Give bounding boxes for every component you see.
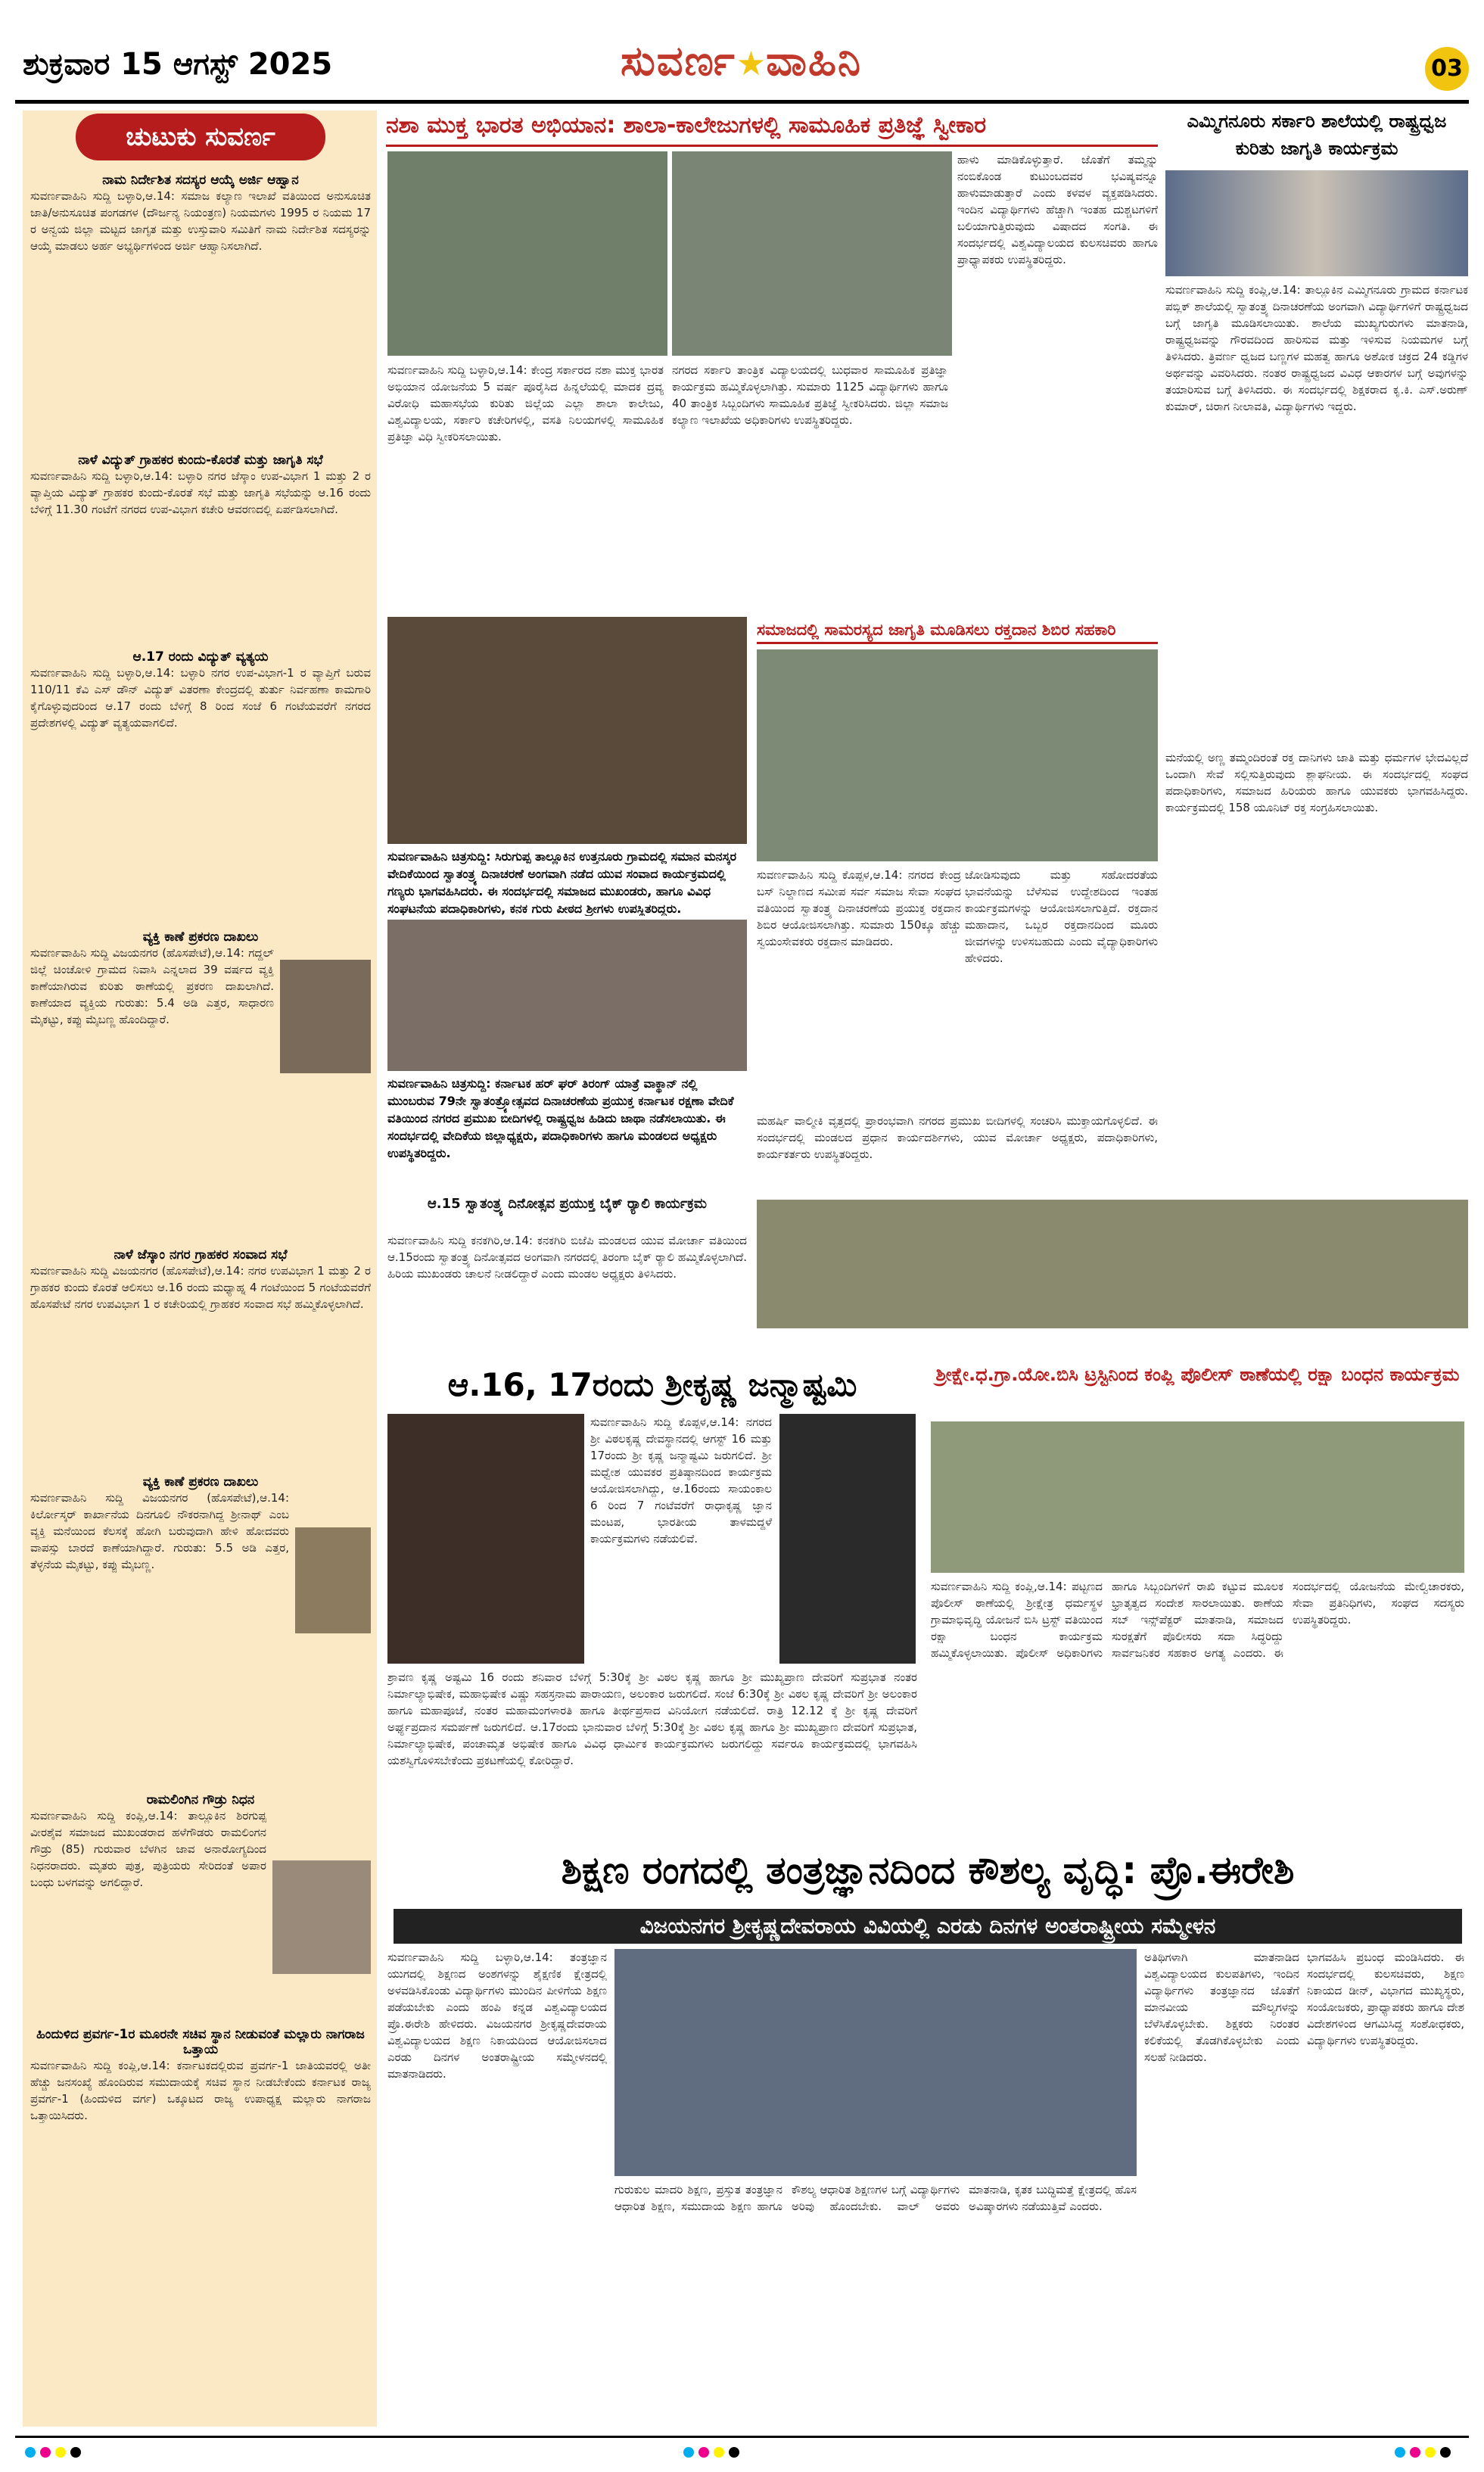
left-story: [30, 649, 371, 929]
black-dot-icon: [1440, 2447, 1451, 2458]
top-story-body: ನಗರದ ಸರ್ಕಾರಿ ತಾಂತ್ರಿಕ ವಿದ್ಯಾಲಯದಲ್ಲಿ ಬುಧವಾರ ಸಾಮೂಹಿಕ ಪ್ರತಿಜ್ಞಾ ಕಾರ್ಯಕ್ರಮ ಹಮ್ಮಿಕೊಳ್ಳಲಾಗಿತ್ತು. ಸುಮಾರು 1125 ವಿದ್ಯಾರ್ಥಿಗಳು ಹಾಗೂ 40 ತಾಂತ್ರಿಕ ಸಿಬ್ಬಂದಿಗಳು ಸಾಮೂಹಿಕ ಪ್ರತಿಜ್ಞೆ ಸ್ವೀಕರಿಸಿದರು. ಜಿಲ್ಲಾ ಸಮಾಜ ಕಲ್ಯಾಣ ಇಲಾಖೆಯ ಅಧಿಕಾರಿಗಳು ಉಪಸ್ಥಿತರಿದ್ದರು.: [672, 363, 948, 427]
krishna-photo-1: [387, 1414, 584, 1664]
krishna-body: ಸುವರ್ಣವಾಹಿನಿ ಸುದ್ದಿ ಕೊಪ್ಪಳ,ಆ.14: ನಗರದ ಶ್ರೀ ವಿಠಲಕೃಷ್ಣ ದೇವಸ್ಥಾನದಲ್ಲಿ ಆಗಸ್ಟ್ 16 ಮತ್ತು 17ರಂದು ಶ್ರೀ ಕೃಷ್ಣ ಜನ್ಮಾಷ್ಟಮಿ ಜರುಗಲಿದೆ. ಶ್ರೀ ಮಧ್ವೇಶ ಯುವಕರ ಪ್ರತಿಷ್ಠಾನದಿಂದ ಕಾರ್ಯಕ್ರಮ ಆಯೋಜಿಸಲಾಗಿದ್ದು, ಆ.16ರಂದು ಸಾಯಂಕಾಲ 6 ರಿಂದ 7 ಗಂಟೆವರೆಗೆ ರಾಧಾಕೃಷ್ಣ ಜ್ಞಾನ ಮಂಟಪ, ಭಾರತೀಯ ತಾಳಮದ್ದಳೆ ಕಾರ್ಯಕ್ರಮಗಳು ನಡೆಯಲಿವೆ.: [590, 1415, 772, 1546]
left-story-heading: ವ್ಯಕ್ತಿ ಕಾಣೆ ಪ್ರಕರಣ ದಾಖಲು: [142, 929, 259, 945]
bike-rally-body: ಸುವರ್ಣವಾಹಿನಿ ಸುದ್ದಿ ಕನಕಗಿರಿ,ಆ.14: ಕನಕಗಿರಿ ಬಿಜೆಪಿ ಮಂಡಲದ ಯುವ ಮೋರ್ಚಾ ವತಿಯಿಂದ ಆ.15ರಂದು ಸ್ವಾತಂತ್ರ್ಯ ದಿನೋತ್ಸವದ ಅಂಗವಾಗಿ ನಗರದಲ್ಲಿ ತಿರಂಗಾ ಬೈಕ್ ರ‍್ಯಾಲಿ ಹಮ್ಮಿಕೊಳ್ಳಲಾಗಿದೆ. ಹಿರಿಯ ಮುಖಂಡರು ಚಾಲನೆ ನೀಡಲಿದ್ದಾರೆ ಎಂದು ಮಂಡಲ ಅಧ್ಯಕ್ಷರು ತಿಳಿಸಿದರು.: [387, 1234, 747, 1281]
left-story: [30, 1792, 371, 2027]
education-subhead: ವಿಜಯನಗರ ಶ್ರೀಕೃಷ್ಣದೇವರಾಯ ವಿವಿಯಲ್ಲಿ ಎರಡು ದಿನಗಳ ಅಂತರಾಷ್ಟ್ರೀಯ ಸಮ್ಮೇಳನ: [394, 1909, 1462, 1944]
footer-divider: [15, 2436, 1469, 2438]
blood-body: ಮನೆಯಲ್ಲಿ ಅಣ್ಣ ತಮ್ಮಂದಿರಂತೆ ರಕ್ತ ದಾನಿಗಳು ಜಾತಿ ಮತ್ತು ಧರ್ಮಗಳ ಭೇದವಿಲ್ಲದೆ ಒಂದಾಗಿ ಸೇವೆ ಸಲ್ಲಿಸುತ್ತಿರುವುದು ಶ್ಲಾಘನೀಯ. ಈ ಸಂದರ್ಭದಲ್ಲಿ ಸಂಘದ ಪದಾಧಿಕಾರಿಗಳು, ಸಮಾಜದ ಹಿರಿಯರು ಹಾಗೂ ಯುವಕರು ಭಾಗವಹಿಸಿದ್ದರು. ಕಾರ್ಯಕ್ರಮದಲ್ಲಿ 158 ಯೂನಿಟ್ ರಕ್ತ ಸಂಗ್ರಹಿಸಲಾಯಿತು.: [1165, 751, 1468, 814]
left-column-title: ಚುಟುಕು ಸುವರ್ಣ: [76, 114, 325, 160]
left-story-heading: ಹಿಂದುಳಿದ ಪ್ರವರ್ಗ-1ರ ಮೂರನೇ ಸಚಿವ ಸ್ಥಾನ ನೀಡುವಂತೆ ಮಲ್ಲಾರು ನಾಗರಾಜ ಒತ್ತಾಯ: [36, 2027, 365, 2057]
left-story-heading: ನಾಳೆ ವಿದ್ಯುತ್ ಗ್ರಾಹಕರ ಕುಂದು-ಕೊರತೆ ಮತ್ತು ಜಾಗೃತಿ ಸಭೆ: [78, 453, 323, 468]
left-story-body: ಸುವರ್ಣವಾಹಿನಿ ಸುದ್ದಿ ಕಂಪ್ಲಿ,ಆ.14: ಕರ್ನಾಟಕದಲ್ಲಿರುವ ಪ್ರವರ್ಗ-1 ಜಾತಿಯವರಲ್ಲಿ ಅತೀ ಹೆಚ್ಚು ಜನಸಂಖ್ಯೆ ಹೊಂದಿರುವ ಸಮುದಾಯಕ್ಕೆ ಸಚಿವ ಸ್ಥಾನ ನೀಡಬೇಕೆಂದು ಕರ್ನಾಟಕ ರಾಜ್ಯ ಪ್ರವರ್ಗ-1 (ಹಿಂದುಳಿದ ವರ್ಗ) ಒಕ್ಕೂಟದ ರಾಜ್ಯ ಉಪಾಧ್ಯಕ್ಷ ಮಲ್ಲಾರು ನಾಗರಾಜ ಒತ್ತಾಯಿಸಿದರು.: [30, 2059, 371, 2122]
education-headline: ಶಿಕ್ಷಣ ರಂಗದಲ್ಲಿ ತಂತ್ರಜ್ಞಾನದಿಂದ ಕೌಶಲ್ಯ ವೃದ್ಧಿ: ಪ್ರೊ.ಈರೇಶಿ: [561, 1848, 1295, 1892]
top-story-body: ಸುವರ್ಣವಾಹಿನಿ ಸುದ್ದಿ ಬಳ್ಳಾರಿ,ಆ.14: ಕೇಂದ್ರ ಸರ್ಕಾರದ ನಶಾ ಮುಕ್ತ ಭಾರತ ಅಭಿಯಾನ ಯೋಜನೆಯ 5 ವರ್ಷ ಪೂರೈಸಿದ ಹಿನ್ನಲೆಯಲ್ಲಿ ಮಾದಕ ದ್ರವ್ಯ ವಿರೋಧಿ ಮಹಾಸಭೆಯ ಕುರಿತು ಜಿಲ್ಲೆಯ ಎಲ್ಲಾ ಶಾಲಾ ಕಾಲೇಜು, ವಿಶ್ವವಿದ್ಯಾಲಯ, ಸರ್ಕಾರಿ ಕಚೇರಿಗಳಲ್ಲಿ, ವಸತಿ ನಿಲಯಗಳಲ್ಲಿ ಸಾಮೂಹಿಕ ಪ್ರತಿಜ್ಞಾ ವಿಧಿ ಸ್ವೀಕರಿಸಲಾಯಿತು.: [387, 363, 664, 444]
krishna-headline: ಆ.16, 17ರಂದು ಶ್ರೀಕೃಷ್ಣ ಜನ್ಮಾಷ್ಟಮಿ: [447, 1366, 857, 1403]
left-story-heading: ಆ.17 ರಂದು ವಿದ್ಯುತ್ ವ್ಯತ್ಯಯ: [132, 649, 269, 665]
left-story-body: ಸುವರ್ಣವಾಹಿನಿ ಸುದ್ದಿ ವಿಜಯನಗರ (ಹೊಸಪೇಟೆ),ಆ.14: ಗದ್ದಲ್ ಜಿಲ್ಲೆ ಚಿಂಚೋಳಿ ಗ್ರಾಮದ ನಿವಾಸಿ ಎನ್ನಲಾದ 39 ವರ್ಷದ ವ್ಯಕ್ತಿ ಕಾಣೆಯಾಗಿರುವ ಕುರಿತು ಠಾಣೆಯಲ್ಲಿ ಪ್ರಕರಣ ದಾಖಲಾಗಿದೆ. ಕಾಣೆಯಾದ ವ್ಯಕ್ತಿಯ ಗುರುತು: 5.4 ಅಡಿ ಎತ್ತರ, ಸಾಧಾರಣ ಮೈಕಟ್ಟು, ಕಪ್ಪು ಮೈಬಣ್ಣ ಹೊಂದಿದ್ದಾರೆ.: [30, 946, 274, 1026]
emmiganuru-body: ಸುವರ್ಣವಾಹಿನಿ ಸುದ್ದಿ ಕಂಪ್ಲಿ,ಆ.14: ತಾಲ್ಲೂಕಿನ ಎಮ್ಮಿಗನೂರು ಗ್ರಾಮದ ಕರ್ನಾಟಕ ಪಬ್ಲಿಕ್ ಶಾಲೆಯಲ್ಲಿ ಸ್ವಾತಂತ್ರ್ಯ ದಿನಾಚರಣೆಯ ಅಂಗವಾಗಿ ವಿದ್ಯಾರ್ಥಿಗಳಿಗೆ ರಾಷ್ಟ್ರಧ್ವಜದ ಬಗ್ಗೆ ಜಾಗೃತಿ ಮೂಡಿಸಲಾಯಿತು. ಶಾಲೆಯ ಮುಖ್ಯಗುರುಗಳು ಮಾತನಾಡಿ, ರಾಷ್ಟ್ರಧ್ವಜವನ್ನು ಗೌರವದಿಂದ ಹಾರಿಸುವ ಮತ್ತು ಇಳಿಸುವ ನಿಯಮಗಳ ಬಗ್ಗೆ ತಿಳಿಸಿದರು. ತ್ರಿವರ್ಣ ಧ್ವಜದ ಬಣ್ಣಗಳ ಮಹತ್ವ ಹಾಗೂ ಅಶೋಕ ಚಕ್ರದ 24 ಕಡ್ಡಿಗಳ ಅರ್ಥವನ್ನು ವಿವರಿಸಿದರು. ನಂತರ ರಾಷ್ಟ್ರಧ್ವಜದ ವಿವಿಧ ಆಕಾರಗಳ ಬಗ್ಗೆ ಅವುಗಳನ್ನು ತಯಾರಿಸುವ ಬಗ್ಗೆ ತಿಳಿಸಿದರು. ಈ ಸಂದರ್ಭದಲ್ಲಿ ಶಿಕ್ಷಕರಾದ ಕೃ.ಕಿ. ಎಸ್.ಅರುಣ್ ಕುಮಾರ್, ಚಿರಾಗ ನೀಲಾವತಿ, ವಿದ್ಯಾರ್ಥಿಗಳು ಇದ್ದರು.: [1165, 283, 1468, 413]
bike-rally-headline: ಆ.15 ಸ್ವಾತಂತ್ರ್ಯ ದಿನೋತ್ಸವ ಪ್ರಯುಕ್ತ ಬೈಕ್ ರ‍್ಯಾಲಿ ಕಾರ್ಯಕ್ರಮ: [427, 1196, 708, 1212]
left-column-stories: [30, 173, 371, 2421]
blood-body: ಜೋಡಿಸುವುದು ಮತ್ತು ಸಹೋದರತೆಯ ಭಾವನೆಯನ್ನು ಬೆಳೆಸುವ ಉದ್ದೇಶದಿಂದ ಇಂತಹ ಕಾರ್ಯಕ್ರಮಗಳನ್ನು ಆಯೋಜಿಸಲಾಗುತ್ತಿದೆ. ರಕ್ತದಾನ ಮಹಾದಾನ, ಒಬ್ಬರ ರಕ್ತದಾನದಿಂದ ಮೂರು ಜೀವಗಳನ್ನು ಉಳಿಸಬಹುದು ಎಂದು ವೈದ್ಯಾಧಿಕಾರಿಗಳು ಹೇಳಿದರು.: [965, 868, 1158, 965]
cyan-dot-icon: [683, 2447, 694, 2458]
education-headline-box: [387, 1838, 1468, 1906]
education-body: ಭಾಗವಹಿಸಿ ಪ್ರಬಂಧ ಮಂಡಿಸಿದರು. ಈ ಸಂದರ್ಭದಲ್ಲಿ ಕುಲಸಚಿವರು, ಶಿಕ್ಷಣ ನಿಕಾಯದ ಡೀನ್, ವಿಭಾಗದ ಮುಖ್ಯಸ್ಥರು, ಸಂಯೋಜಕರು, ಪ್ರಾಧ್ಯಾಪಕರು ಹಾಗೂ ದೇಶ ವಿದೇಶಗಳಿಂದ ಆಗಮಿಸಿದ್ದ ಸಂಶೋಧಕರು, ವಿದ್ಯಾರ್ಥಿಗಳು ಉಪಸ್ಥಿತರಿದ್ದರು.: [1307, 1951, 1464, 2047]
police-headline: ಶ್ರೀಕ್ಷೇ.ಧ.ಗ್ರಾ.ಯೋ.ಬಿಸಿ ಟ್ರಸ್ಟಿನಿಂದ ಕಂಪ್ಲಿ ಪೊಲೀಸ್ ಠಾಣೆಯಲ್ಲಿ ರಕ್ಷಾ ಬಂಧನ ಕಾರ್ಯಕ್ರಮ: [935, 1364, 1460, 1385]
left-story-body: ಸುವರ್ಣವಾಹಿನಿ ಸುದ್ದಿ ಬಳ್ಳಾರಿ,ಆ.14: ಬಳ್ಳಾರಿ ನಗರ ಉಪ-ವಿಭಾಗ-1 ರ ವ್ಯಾಪ್ತಿಗೆ ಬರುವ 110/11 ಕೆವಿ ಎಸ್ ಡೌನ್ ವಿದ್ಯುತ್ ವಿತರಣಾ ಕೇಂದ್ರದಲ್ಲಿ ತುರ್ತು ನಿರ್ವಹಣಾ ಕಾಮಗಾರಿ ಕೈಗೊಳ್ಳುವುದರಿಂದ ಆ.17 ರಂದು ಬೆಳಿಗ್ಗೆ 8 ರಿಂದ ಸಂಜೆ 6 ಗಂಟೆಯವರೆಗೆ ನಗರದ ಪ್ರದೇಶಗಳಲ್ಲಿ ವಿದ್ಯುತ್ ವ್ಯತ್ಯಯವಾಗಲಿದೆ.: [30, 666, 371, 730]
masthead-right: ವಾಹಿನಿ: [766, 36, 863, 85]
top-story-headline-box: [386, 107, 1158, 147]
left-story-body: ಸುವರ್ಣವಾಹಿನಿ ಸುದ್ದಿ ಬಳ್ಳಾರಿ,ಆ.14: ಸಮಾಜ ಕಲ್ಯಾಣ ಇಲಾಖೆ ವತಿಯಿಂದ ಅನುಸೂಚಿತ ಜಾತಿ/ಅನುಸೂಚಿತ ಪಂಗಡಗಳ (ದೌರ್ಜನ್ಯ ನಿಯಂತ್ರಣ) ನಿಯಮಗಳು 1995 ರ ನಿಯಮ 17 ರ ಅನ್ವಯ ಜಿಲ್ಲಾ ಮಟ್ಟದ ಜಾಗೃತ ಮತ್ತು ಉಸ್ತುವಾರಿ ಸಮಿತಿಗೆ ನಾಮ ನಿರ್ದೇಶಿತ ಸದಸ್ಯರನ್ನು ಆಯ್ಕೆ ಮಾಡಲು ಅರ್ಹ ಅಭ್ಯರ್ಥಿಗಳಿಂದ ಅರ್ಜಿ ಆಹ್ವಾನಿಸಲಾಗಿದೆ.: [30, 189, 371, 253]
left-story: [30, 1247, 371, 1474]
blood-body: ಸುವರ್ಣವಾಹಿನಿ ಸುದ್ದಿ ಕೊಪ್ಪಳ,ಆ.14: ನಗರದ ಕೇಂದ್ರ ಬಸ್ ನಿಲ್ದಾಣದ ಸಮೀಪ ಸರ್ವ ಸಮಾಜ ಸೇವಾ ಸಂಘದ ವತಿಯಿಂದ ಸ್ವಾತಂತ್ರ್ಯ ದಿನಾಚರಣೆಯ ಪ್ರಯುಕ್ತ ರಕ್ತದಾನ ಶಿಬಿರ ಆಯೋಜಿಸಲಾಗಿತ್ತು. ಸುಮಾರು 150ಕ್ಕೂ ಹೆಚ್ಚು ಸ್ವಯಂಸೇವಕರು ರಕ್ತದಾನ ಮಾಡಿದರು.: [757, 868, 961, 948]
police-body: ಸುವರ್ಣವಾಹಿನಿ ಸುದ್ದಿ ಕಂಪ್ಲಿ,ಆ.14: ಪಟ್ಟಣದ ಪೊಲೀಸ್ ಠಾಣೆಯಲ್ಲಿ ಶ್ರೀಕ್ಷೇತ್ರ ಧರ್ಮಸ್ಥಳ ಗ್ರಾಮಾಭಿವೃದ್ಧಿ ಯೋಜನೆ ಬಿಸಿ ಟ್ರಸ್ಟ್ ವತಿಯಿಂದ ರಕ್ಷಾ ಬಂಧನ ಕಾರ್ಯಕ್ರಮ ಹಮ್ಮಿಕೊಳ್ಳಲಾಯಿತು. ಪೊಲೀಸ್ ಅಧಿಕಾರಿಗಳು ಹಾಗೂ ಸಿಬ್ಬಂದಿಗಳಿಗೆ ರಾಖಿ ಕಟ್ಟುವ ಮೂಲಕ ಭ್ರಾತೃತ್ವದ ಸಂದೇಶ ಸಾರಲಾಯಿತು. ಠಾಣೆಯ ಸಬ್ ಇನ್ಸ್‌ಪೆಕ್ಟರ್ ಮಾತನಾಡಿ, ಸಮಾಜದ ಸುರಕ್ಷತೆಗೆ ಪೊಲೀಸರು ಸದಾ ಸಿದ್ಧರಿದ್ದು ಸಾರ್ವಜನಿಕರ ಸಹಕಾರ ಅಗತ್ಯ ಎಂದರು. ಈ ಸಂದರ್ಭದಲ್ಲಿ ಯೋಜನೆಯ ಮೇಲ್ವಿಚಾರಕರು, ಸೇವಾ ಪ್ರತಿನಿಧಿಗಳು, ಸಂಘದ ಸದಸ್ಯರು ಉಪಸ್ಥಿತರಿದ್ದರು.: [931, 1580, 1464, 1660]
magenta-dot-icon: [40, 2447, 51, 2458]
krishna-body-wide: ಶ್ರಾವಣ ಕೃಷ್ಣ ಅಷ್ಟಮಿ 16 ರಂದು ಶನಿವಾರ ಬೆಳಿಗ್ಗೆ 5:30ಕ್ಕೆ ಶ್ರೀ ವಿಠಲ ಕೃಷ್ಣ ಹಾಗೂ ಶ್ರೀ ಮುಖ್ಯಪ್ರಾಣ ದೇವರಿಗೆ ಸುಪ್ರಭಾತ ನಂತರ ನಿರ್ಮಾಲ್ಯಾಭಿಷೇಕ, ಮಹಾಭಿಷೇಕ ವಿಷ್ಣು ಸಹಸ್ರನಾಮ ಪಾರಾಯಣ, ಅಲಂಕಾರ ಜರುಗಲಿದೆ. ಸಂಜೆ 6:30ಕ್ಕೆ ಶ್ರೀ ವಿಠಲ ಕೃಷ್ಣ ದೇವರಿಗೆ ಶ್ರೀ ಅಲಂಕಾರ ಹಾಗೂ ಮಹಾಪೂಜೆ, ನಂತರ ಮಹಾಮಂಗಳಾರತಿ ಹಾಗೂ ತೀರ್ಥಪ್ರಸಾದ ವಿನಿಯೋಗ ನಡೆಯಲಿದೆ. ರಾತ್ರಿ 12.12 ಕ್ಕೆ ಶ್ರೀ ಕೃಷ್ಣ ದೇವರಿಗೆ ಅರ್ಘ್ಯಪ್ರದಾನ ಸಮರ್ಪಣೆ ಜರುಗಲಿದೆ. ಆ.17ರಂದು ಭಾನುವಾರ ಬೆಳಿಗ್ಗೆ 5:30ಕ್ಕೆ ಶ್ರೀ ವಿಠಲ ಕೃಷ್ಣ ಹಾಗೂ ಶ್ರೀ ಮುಖ್ಯಪ್ರಾಣ ದೇವರಿಗೆ ಸುಪ್ರಭಾತ, ನಿರ್ಮಾಲ್ಯಾಭಿಷೇಕ, ಪಂಚಾಮೃತ ಅಭಿಷೇಕ ಹಾಗೂ ವಿವಿಧ ಧಾರ್ಮಿಕ ಕಾರ್ಯಕ್ರಮಗಳು ಜರುಗಲಿದ್ದು ಸರ್ವರೂ ಕಾರ್ಯಕ್ರಮದಲ್ಲಿ ಭಾಗವಹಿಸಿ ಯಶಸ್ವಿಗೊಳಿಸಬೇಕೆಂದು ಪ್ರಕಟಣೆಯಲ್ಲಿ ಕೋರಿದ್ದಾರೆ.: [387, 1670, 917, 1767]
left-story-body: ಸುವರ್ಣವಾಹಿನಿ ಸುದ್ದಿ ವಿಜಯನಗರ (ಹೊಸಪೇಟೆ),ಆ.14: ಕಿರ್ಲೋಸ್ಕರ್ ಕಾರ್ಖಾನೆಯ ದಿನಗೂಲಿ ನೌಕರನಾಗಿದ್ದ ಶ್ರೀನಾಥ್ ಎಂಬ ವ್ಯಕ್ತಿ ಮನೆಯಿಂದ ಕೆಲಸಕ್ಕೆ ಹೋಗಿ ಬರುವುದಾಗಿ ಹೇಳಿ ಹೋದವರು ವಾಪಸ್ಸು ಬಾರದೆ ಕಾಣೆಯಾಗಿದ್ದಾರೆ. ಗುರುತು: 5.5 ಅಡಿ ಎತ್ತರ, ತೆಳ್ಳನೆಯ ಮೈಕಟ್ಟು, ಕಪ್ಪು ಮೈಬಣ್ಣ.: [30, 1491, 289, 1571]
top-story-photo-2: [672, 151, 952, 356]
person-photo: [272, 1860, 371, 1974]
color-registration-center: [681, 2446, 742, 2461]
left-story: [30, 2027, 371, 2405]
blood-headline: ಸಮಾಜದಲ್ಲಿ ಸಾಮರಸ್ಯದ ಜಾಗೃತಿ ಮೂಡಿಸಲು ರಕ್ತದಾನ ಶಿಬಿರ ಸಹಕಾರಿ: [757, 621, 1116, 639]
yellow-dot-icon: [714, 2447, 724, 2458]
magenta-dot-icon: [1410, 2447, 1420, 2458]
yellow-dot-icon: [55, 2447, 66, 2458]
blood-headline-box: [757, 617, 1158, 644]
education-body: ಅತಿಥಿಗಳಾಗಿ ಮಾತನಾಡಿದ ವಿಶ್ವವಿದ್ಯಾಲಯದ ಕುಲಪತಿಗಳು, ಇಂದಿನ ವಿದ್ಯಾರ್ಥಿಗಳು ತಂತ್ರಜ್ಞಾನದ ಜೊತೆಗೆ ಮಾನವೀಯ ಮೌಲ್ಯಗಳನ್ನು ಬೆಳೆಸಿಕೊಳ್ಳಬೇಕು. ಶಿಕ್ಷಕರು ನಿರಂತರ ಕಲಿಕೆಯಲ್ಲಿ ತೊಡಗಿಕೊಳ್ಳಬೇಕು ಎಂದು ಸಲಹೆ ನೀಡಿದರು.: [1144, 1951, 1299, 2064]
top-story-body: ಹಾಳು ಮಾಡಿಕೊಳ್ಳುತ್ತಾರೆ. ಜೊತೆಗೆ ತಮ್ಮನ್ನು ನಂಬಿಕೊಂಡ ಕುಟುಂಬದವರ ಭವಿಷ್ಯವನ್ನೂ ಹಾಳುಮಾಡುತ್ತಾರೆ ಎಂದು ಕಳವಳ ವ್ಯಕ್ತಪಡಿಸಿದರು. ಇಂದಿನ ವಿದ್ಯಾರ್ಥಿಗಳು ಹೆಚ್ಚಾಗಿ ಇಂತಹ ದುಶ್ಚಟಗಳಿಗೆ ಬಲಿಯಾಗುತ್ತಿರುವುದು ವಿಷಾದದ ಸಂಗತಿ. ಈ ಸಂದರ್ಭದಲ್ಲಿ ವಿಶ್ವವಿದ್ಯಾಲಯದ ಕುಲಸಚಿವರು ಹಾಗೂ ಪ್ರಾಧ್ಯಾಪಕರು ಉಪಸ್ಥಿತರಿದ್ದರು.: [957, 153, 1158, 266]
krishna-photo-2: [779, 1414, 916, 1664]
color-registration-right: [1392, 2446, 1453, 2461]
star-icon: ★: [736, 45, 767, 83]
left-story: [30, 453, 371, 649]
left-story: [30, 1474, 371, 1792]
photo-caption-2: ಸುವರ್ಣವಾಹಿನಿ ಚಿತ್ರಸುದ್ದಿ: ಕರ್ನಾಟಕ ಹರ್ ಘರ್ ತಿರಂಗ್ ಯಾತ್ರೆ ವಾಕ್ಥಾನ್ ನಲ್ಲಿ ಮುಂಬರುವ 79ನೇ ಸ್ವಾತಂತ್ರ್ಯೋತ್ಸವದ ದಿನಾಚರಣೆಯ ಪ್ರಯುಕ್ತ ಕರ್ನಾಟಕ ರಕ್ಷಣಾ ವೇದಿಕೆ ವತಿಯಿಂದ ನಗರದ ಪ್ರಮುಖ ಬೀದಿಗಳಲ್ಲಿ ರಾಷ್ಟ್ರಧ್ವಜ ಹಿಡಿದು ಜಾಥಾ ನಡೆಸಲಾಯಿತು. ಈ ಸಂದರ್ಭದಲ್ಲಿ ವೇದಿಕೆಯ ಜಿಲ್ಲಾಧ್ಯಕ್ಷರು, ಪದಾಧಿಕಾರಿಗಳು ಹಾಗೂ ಮಂಡಲದ ಅಧ್ಯಕ್ಷರು ಉಪಸ್ಥಿತರಿದ್ದರು.: [387, 1076, 734, 1160]
event-photo-2: [387, 920, 747, 1071]
police-photo: [931, 1421, 1464, 1573]
left-story-body: ಸುವರ್ಣವಾಹಿನಿ ಸುದ್ದಿ ಕಂಪ್ಲಿ,ಆ.14: ತಾಲ್ಲೂಕಿನ ಶಿರಗುಪ್ಪ ವೀರಶೈವ ಸಮಾಜದ ಮುಖಂಡರಾದ ಹಳೆಗೌಡರು ರಾಮಲಿಂಗನ ಗೌಡ್ರು (85) ಗುರುವಾರ ಬೆಳಗಿನ ಜಾವ ಅನಾರೋಗ್ಯದಿಂದ ನಿಧನರಾದರು. ಮೃತರು ಪುತ್ರ, ಪುತ್ರಿಯರು ಸೇರಿದಂತೆ ಅಪಾರ ಬಂಧು ಬಳಗವನ್ನು ಅಗಲಿದ್ದಾರೆ.: [30, 1809, 266, 1889]
person-photo: [280, 960, 371, 1073]
left-story-heading: ನಾಮ ನಿರ್ದೇಶಿತ ಸದಸ್ಯರ ಆಯ್ಕೆ ಅರ್ಜಿ ಆಹ್ವಾನ: [102, 173, 299, 188]
left-story-heading: ನಾಳೆ ಜೆಸ್ಕಾಂ ನಗರ ಗ್ರಾಹಕರ ಸಂವಾದ ಸಭೆ: [114, 1247, 288, 1262]
conference-photo: [614, 1949, 1137, 2176]
cyan-dot-icon: [25, 2447, 36, 2458]
top-story-headline: ನಶಾ ಮುಕ್ತ ಭಾರತ ಅಭಿಯಾನ: ಶಾಲಾ-ಕಾಲೇಜುಗಳಲ್ಲಿ ಸಾಮೂಹಿಕ ಪ್ರತಿಜ್ಞೆ ಸ್ವೀಕಾರ: [386, 112, 987, 139]
education-body: ಗುರುಕುಲ ಮಾದರಿ ಶಿಕ್ಷಣ, ಪ್ರಸ್ತುತ ತಂತ್ರಜ್ಞಾನ ಆಧಾರಿತ ಶಿಕ್ಷಣ, ಸಮುದಾಯ ಶಿಕ್ಷಣ ಹಾಗೂ ಕೌಶಲ್ಯ ಆಧಾರಿತ ಶಿಕ್ಷಣಗಳ ಬಗ್ಗೆ ವಿದ್ಯಾರ್ಥಿಗಳು ಅರಿವು ಹೊಂದಬೇಕು. ವಾಲ್ ಅವರು ಮಾತನಾಡಿ, ಕೃತಕ ಬುದ್ಧಿಮತ್ತೆ ಕ್ಷೇತ್ರದಲ್ಲಿ ಹೊಸ ಅವಿಷ್ಕಾರಗಳು ನಡೆಯುತ್ತಿವೆ ಎಂದರು.: [614, 2183, 1137, 2213]
cyan-dot-icon: [1395, 2447, 1405, 2458]
emmiganuru-headline: ಎಮ್ಮಿಗನೂರು ಸರ್ಕಾರಿ ಶಾಲೆಯಲ್ಲಿ ರಾಷ್ಟ್ರಧ್ವಜ ಕುರಿತು ಜಾಗೃತಿ ಕಾರ್ಯಕ್ರಮ: [1187, 111, 1447, 159]
left-story-heading: ರಾಮಲಿಂಗಿನ ಗೌಡ್ರು ನಿಧನ: [146, 1792, 255, 1807]
left-story: [30, 173, 371, 453]
left-story-body: ಸುವರ್ಣವಾಹಿನಿ ಸುದ್ದಿ ಬಳ್ಳಾರಿ,ಆ.14: ಬಳ್ಳಾರಿ ನಗರ ಜೆಸ್ಕಾಂ ಉಪ-ವಿಭಾಗ 1 ಮತ್ತು 2 ರ ವ್ಯಾಪ್ತಿಯ ವಿದ್ಯುತ್ ಗ್ರಾಹಕರ ಕುಂದು-ಕೊರತೆ ಸಭೆ ಮತ್ತು ಜಾಗೃತಿ ಸಭೆಯನ್ನು ಆ.16 ರಂದು ಬೆಳಿಗ್ಗೆ 11.30 ಗಂಟೆಗೆ ನಗರದ ಉಪ-ವಿಭಾಗ ಕಚೇರಿ ಆವರಣದಲ್ಲಿ ಏರ್ಪಡಿಸಲಾಗಿದೆ.: [30, 469, 371, 516]
rally-photo: [757, 1200, 1468, 1328]
krishna-headline-box: [387, 1362, 917, 1409]
yellow-dot-icon: [1425, 2447, 1436, 2458]
header-divider: [15, 100, 1469, 104]
top-story-photo-1: [387, 151, 667, 356]
bike-rally-body: ಮಹರ್ಷಿ ವಾಲ್ಮೀಕಿ ವೃತ್ತದಲ್ಲಿ ಪ್ರಾರಂಭವಾಗಿ ನಗರದ ಪ್ರಮುಖ ಬೀದಿಗಳಲ್ಲಿ ಸಂಚರಿಸಿ ಮುಕ್ತಾಯಗೊಳ್ಳಲಿದೆ. ಈ ಸಂದರ್ಭದಲ್ಲಿ ಮಂಡಲದ ಪ್ರಧಾನ ಕಾರ್ಯದರ್ಶಿಗಳು, ಯುವ ಮೋರ್ಚಾ ಅಧ್ಯಕ್ಷರು, ಪದಾಧಿಕಾರಿಗಳು, ಕಾರ್ಯಕರ್ತರು ಉಪಸ್ಥಿತರಿದ್ದರು.: [757, 1114, 1158, 1161]
education-body: ಸುವರ್ಣವಾಹಿನಿ ಸುದ್ದಿ ಬಳ್ಳಾರಿ,ಆ.14: ತಂತ್ರಜ್ಞಾನ ಯುಗದಲ್ಲಿ ಶಿಕ್ಷಣದ ಅಂಶಗಳನ್ನು ಶೈಕ್ಷಣಿಕ ಕ್ಷೇತ್ರದಲ್ಲಿ ಅಳವಡಿಸಿಕೊಂಡು ವಿದ್ಯಾರ್ಥಿಗಳು ಮುಂದಿನ ಪೀಳಿಗೆಯ ಶಿಕ್ಷಣ ಪಡೆಯಬೇಕು ಎಂದು ಹಂಪಿ ಕನ್ನಡ ವಿಶ್ವವಿದ್ಯಾಲಯದ ಪ್ರೊ.ಈರೇಶಿ ಹೇಳಿದರು. ವಿಜಯನಗರ ಶ್ರೀಕೃಷ್ಣದೇವರಾಯ ವಿಶ್ವವಿದ್ಯಾಲಯದ ಶಿಕ್ಷಣ ನಿಕಾಯದಿಂದ ಆಯೋಜಿಸಲಾದ ಎರಡು ದಿನಗಳ ಅಂತರಾಷ್ಟ್ರೀಯ ಸಮ್ಮೇಳನದಲ್ಲಿ ಮಾತನಾಡಿದರು.: [387, 1951, 607, 2081]
page-number: 03: [1425, 47, 1469, 91]
person-photo: [295, 1527, 371, 1633]
black-dot-icon: [729, 2447, 739, 2458]
left-story-body: ಸುವರ್ಣವಾಹಿನಿ ಸುದ್ದಿ ವಿಜಯನಗರ (ಹೊಸಪೇಟೆ),ಆ.14: ನಗರ ಉಪವಿಭಾಗ 1 ಮತ್ತು 2 ರ ಗ್ರಾಹಕರ ಕುಂದು ಕೊರತೆ ಆಲಿಸಲು ಆ.16 ರಂದು ಮಧ್ಯಾಹ್ನ 4 ಗಂಟೆಯಿಂದ 5 ಗಂಟೆಯವರೆಗೆ ಹೊಸಪೇಟೆ ನಗರ ಉಪವಿಭಾಗ 1 ರ ಕಚೇರಿಯಲ್ಲಿ ಗ್ರಾಹಕರ ಸಂವಾದ ಸಭೆ ಹಮ್ಮಿಕೊಳ್ಳಲಾಗಿದೆ.: [30, 1264, 371, 1311]
color-registration-left: [23, 2446, 83, 2461]
blood-photo: [757, 649, 1158, 861]
police-headline-box: [927, 1362, 1468, 1415]
photo-caption-1: ಸುವರ್ಣವಾಹಿನಿ ಚಿತ್ರಸುದ್ದಿ: ಸಿರುಗುಪ್ಪ ತಾಲ್ಲೂಕಿನ ಉತ್ತನೂರು ಗ್ರಾಮದಲ್ಲಿ ಸಮಾನ ಮನಸ್ಕರ ವೇದಿಕೆಯಿಂದ ಸ್ವಾತಂತ್ರ್ಯ ದಿನಾಚರಣೆ ಅಂಗವಾಗಿ ನಡೆದ ಯುವ ಸಂವಾದ ಕಾರ್ಯಕ್ರಮದಲ್ಲಿ ಗಣ್ಯರು ಭಾಗವಹಿಸಿದರು. ಈ ಸಂದರ್ಭದಲ್ಲಿ ಸಮಾಜದ ಮುಖಂಡರು, ಹಾಗೂ ವಿವಿಧ ಸಂಘಟನೆಯ ಪದಾಧಿಕಾರಿಗಳು, ಕನಕ ಗುರು ಪೀಠದ ಶ್ರೀಗಳು ಉಪಸ್ಥಿತರಿದ್ದರು.: [387, 849, 737, 916]
left-story: [30, 929, 371, 1247]
emmiganuru-headline-box: [1165, 107, 1468, 168]
event-photo-1: [387, 617, 747, 844]
left-story-heading: ವ್ಯಕ್ತಿ ಕಾಣೆ ಪ್ರಕರಣ ದಾಖಲು: [142, 1474, 259, 1490]
flag-photo: [1165, 170, 1468, 276]
black-dot-icon: [70, 2447, 81, 2458]
magenta-dot-icon: [698, 2447, 709, 2458]
page-date: ಶುಕ್ರವಾರ 15 ಆಗಸ್ಟ್ 2025: [23, 47, 333, 82]
bike-rally-headline-box: [387, 1196, 747, 1229]
masthead-logo: [621, 36, 908, 101]
masthead-left: ಸುವರ್ಣ: [621, 36, 736, 85]
